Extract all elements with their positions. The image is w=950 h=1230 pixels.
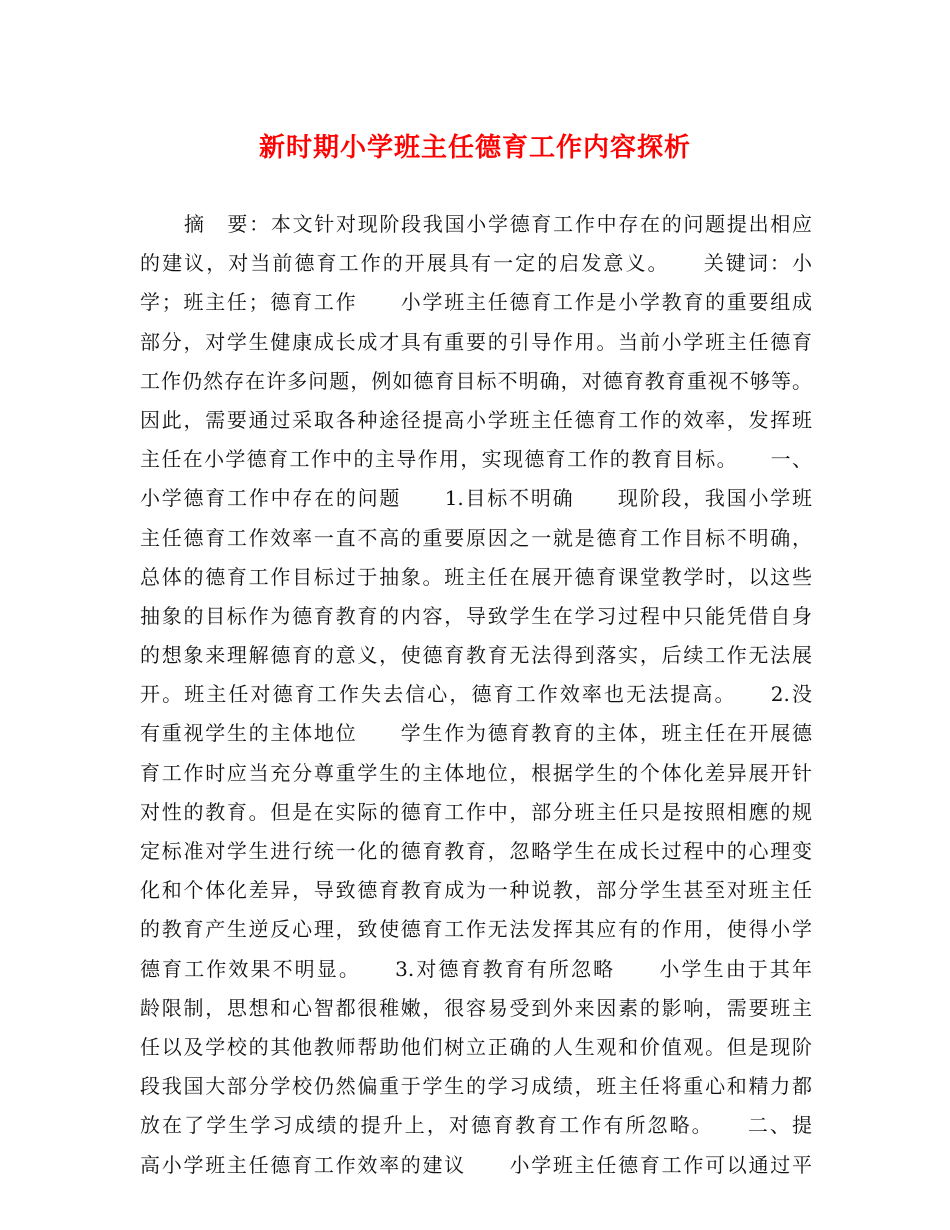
body-line-24: 放在了学生学习成绩的提升上，对德育教育工作有所忽略。 二、提 (140, 1113, 812, 1138)
body-line-13: 开。班主任对德育工作失去信心，德育工作效率也无法提高。 2.没 (140, 682, 812, 707)
body-line-5: 工作仍然存在许多问题，例如德育目标不明确，对德育教育重视不够等。 (140, 368, 812, 393)
body-line-12: 的想象来理解德育的意义，使德育教育无法得到落实，后续工作无法展 (140, 643, 812, 668)
body-line-9: 主任德育工作效率一直不高的重要原因之一就是德育工作目标不明确， (140, 525, 812, 550)
body-line-14: 有重视学生的主体地位 学生作为德育教育的主体，班主任在开展德 (140, 721, 812, 746)
body-line-17: 定标准对学生进行统一化的德育教育，忽略学生在成长过程中的心理变 (140, 839, 812, 863)
body-line-15: 育工作时应当充分尊重学生的主体地位，根据学生的个体化差异展开针 (140, 760, 812, 785)
document-body (140, 205, 812, 1185)
body-line-18: 化和个体化差异，导致德育教育成为一种说教，部分学生甚至对班主任 (140, 878, 812, 903)
body-line-20: 德育工作效果不明显。 3.对德育教育有所忽略 小学生由于其年 (140, 956, 812, 981)
body-line-11: 抽象的目标作为德育教育的内容，导致学生在学习过程中只能凭借自身 (140, 603, 812, 628)
body-line-1: 摘 要：本文针对现阶段我国小学德育工作中存在的问题提出相应 (184, 212, 812, 236)
body-line-2: 的建议，对当前德育工作的开展具有一定的启发意义。 关键词：小 (140, 251, 812, 276)
body-line-6: 因此，需要通过采取各种途径提高小学班主任德育工作的效率，发挥班 (140, 407, 812, 432)
body-line-23: 段我国大部分学校仍然偏重于学生的学习成绩，班主任将重心和精力都 (140, 1074, 812, 1099)
body-line-10: 总体的德育工作目标过于抽象。班主任在展开德育课堂教学时，以这些 (140, 564, 812, 589)
document-title: 新时期小学班主任德育工作内容探析 (258, 133, 691, 163)
body-line-3: 学；班主任；德育工作 小学班主任德育工作是小学教育的重要组成 (140, 290, 812, 315)
body-line-8: 小学德育工作中存在的问题 1.目标不明确 现阶段，我国小学班 (140, 486, 812, 511)
body-line-19: 的教育产生逆反心理，致使德育工作无法发挥其应有的作用，使得小学 (140, 917, 812, 942)
body-line-25: 高小学班主任德育工作效率的建议 小学班主任德育工作可以通过平 (140, 1152, 812, 1177)
body-line-7: 主任在小学德育工作中的主导作用，实现德育工作的教育目标。 一、 (140, 447, 812, 472)
body-line-21: 龄限制，思想和心智都很稚嫩，很容易受到外来因素的影响，需要班主 (140, 995, 812, 1020)
body-line-22: 任以及学校的其他教师帮助他们树立正确的人生观和价值观。但是现阶 (140, 1034, 812, 1059)
body-line-16: 对性的教育。但是在实际的德育工作中，部分班主任只是按照相應的规 (140, 799, 812, 824)
body-line-4: 部分，对学生健康成长成才具有重要的引导作用。当前小学班主任德育 (140, 329, 812, 354)
